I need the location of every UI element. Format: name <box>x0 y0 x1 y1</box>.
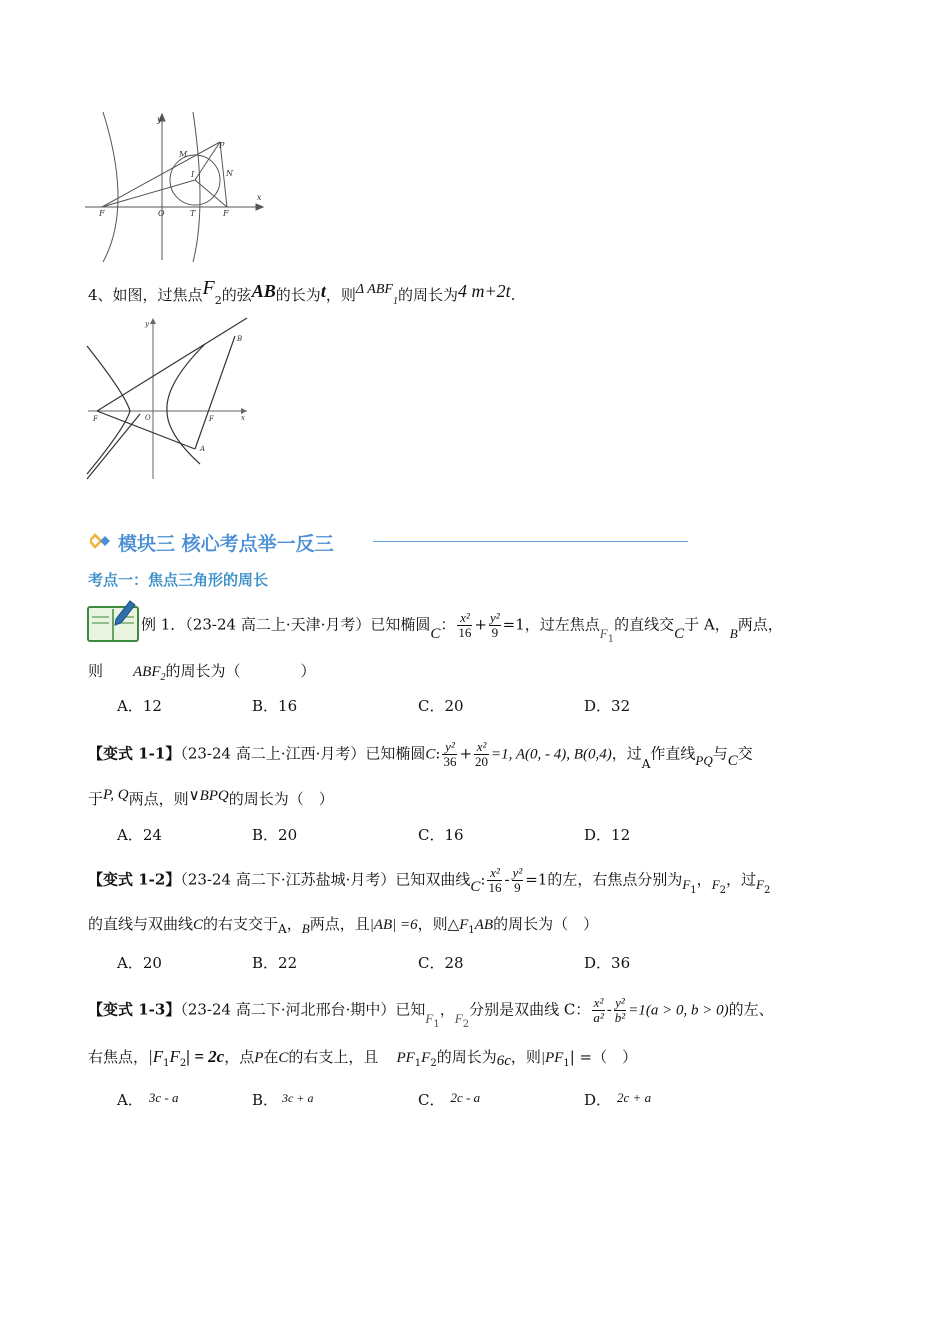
variant13-option-a[interactable] <box>117 1089 178 1110</box>
item4-f2-sub: 2 <box>214 294 222 307</box>
variant12-C: C <box>470 878 481 895</box>
example1-question: 的周长为（ ） <box>165 662 316 680</box>
variant13-option-b-label: B． <box>252 1091 279 1109</box>
variant12-F2b: F <box>756 876 764 892</box>
example1-triangle: ABF <box>133 664 161 680</box>
variant11-A: A <box>641 756 651 771</box>
label-O: O <box>158 209 165 218</box>
item4-ab: AB <box>251 281 276 301</box>
variant13-label: 【变式 1-3】 <box>88 1000 181 1019</box>
example1-mid: 的直线交 <box>614 615 675 634</box>
item4-answer: 4 m+2t <box>457 281 511 301</box>
example1-C2: C <box>674 625 685 642</box>
variant13-F1: F <box>425 1010 434 1026</box>
variant13-C: C <box>278 1050 289 1066</box>
example1-twopoints: 两点， <box>737 615 783 634</box>
item4-triangle-sub: 1 <box>392 296 398 307</box>
example1-frac2 <box>489 611 501 640</box>
variant13-option-b[interactable] <box>252 1089 313 1110</box>
variant11-num2: x² <box>474 740 489 755</box>
fig2-label-B: B <box>237 335 243 343</box>
example1-option-a[interactable]: A．12 <box>117 697 162 715</box>
variant13-rest: 的左、 <box>728 1000 774 1019</box>
variant12-C2: C <box>193 917 204 933</box>
fig2-label-F2: F <box>209 415 214 423</box>
example1-num2: y² <box>489 610 500 625</box>
variant12-option-b[interactable]: B．22 <box>252 954 298 972</box>
example1-den1: 16 <box>458 625 472 640</box>
example1-frac1 <box>457 611 472 640</box>
variant12-den2: 9 <box>514 880 521 895</box>
variant13-option-d-expr: 2c + a <box>617 1090 652 1105</box>
variant12-num1: x² <box>487 866 502 881</box>
variant11-question: 的周长为（ ） <box>228 790 334 808</box>
variant12-twopoints: 两点，且 <box>309 915 370 933</box>
label-F1: F <box>99 209 105 218</box>
example1-option-b[interactable]: B．16 <box>252 697 298 715</box>
variant12-option-d[interactable]: D．36 <box>584 954 631 972</box>
variant13-option-d[interactable] <box>584 1089 651 1110</box>
point-title: 考点一：焦点三角形的周长 <box>88 571 269 589</box>
variant12-eq: =1的左，右焦点分别为 <box>525 870 683 889</box>
variant13-line2: 右焦点，$|F_1F_2| = 2c$，点P在C的右支上，且 $PF_1F_2$的周长为6c，则$|PF_1|$ =（ ） <box>88 1047 638 1069</box>
module-rule <box>373 541 688 542</box>
variant11-yu: 与 <box>712 744 728 763</box>
variant13-option-a-label: A． <box>117 1091 143 1109</box>
variant11-twopoints: 两点，则 <box>128 790 189 808</box>
variant11-option-c[interactable]: C．16 <box>418 826 464 844</box>
example1-num1: x² <box>457 611 472 626</box>
variant13-option-b-expr: 3c + a <box>282 1091 314 1105</box>
example1-option-c[interactable]: C．20 <box>418 697 464 715</box>
variant13-triangle-f: F <box>421 1050 431 1066</box>
label-N: N <box>226 169 233 178</box>
variant12-source: （23-24 高二下·江苏盐城·月考）已知双曲线 <box>180 870 471 889</box>
figure-hyperbola-chord <box>85 314 255 482</box>
variant13-line2a: 右焦点， <box>88 1048 149 1066</box>
module-header <box>88 527 688 555</box>
item4-length: 的长为 <box>275 286 321 304</box>
variant13-minus: - <box>606 1000 612 1019</box>
variant13-option-c-label: C． <box>418 1091 445 1109</box>
variant13-triangle: PF <box>396 1050 415 1066</box>
variant11-frac1 <box>442 740 457 769</box>
variant13-zai: 在 <box>263 1048 279 1066</box>
example1-eq: =1，过左焦点 <box>502 615 600 634</box>
example1-colon: ： <box>440 615 456 634</box>
variant12-guo: ，过 <box>726 870 757 889</box>
item4-f2: F <box>202 277 215 299</box>
example1-plus: + <box>474 615 487 634</box>
variant13-f1f2b: F <box>169 1047 180 1066</box>
example1-B: B <box>729 625 738 641</box>
variant13-f1f2: |F <box>148 1047 164 1066</box>
variant11-den1: 36 <box>443 754 457 769</box>
variant12-minus: - <box>504 870 510 889</box>
variant12-line1: 【变式 1-2】（23-24 高二下·江苏盐城·月考）已知双曲线C: $\frac{\text{x²}}{16}$ - $\frac{\text{y²}}{9}$ =1的左，右焦点分别为$F_1$，$F_2$，过$F_2$ <box>88 865 771 896</box>
variant11-pq2: P, Q <box>103 787 129 803</box>
variant12-A: A <box>278 922 287 936</box>
variant11-label: 【变式 1-1】 <box>88 744 181 763</box>
item4-t: t <box>320 281 326 301</box>
variant13-line2d: 的周长为 <box>436 1048 497 1066</box>
variant12-den1: 16 <box>488 880 502 895</box>
item4-text <box>88 277 516 312</box>
book-icon <box>86 599 140 643</box>
item4-perimeter: 的周长为 <box>397 286 458 304</box>
variant12-frac1 <box>487 866 502 895</box>
variant13-line2e: ，则 <box>510 1048 541 1066</box>
variant13-line1: 【变式 1-3】（23-24 高二下·河北邢台·期中）已知$F_1$，$F_2$分别是双曲线 C： $\frac{\text{x²}}{\text{a²}}$ - $\frac{\text{y²}}{\text{b²}}$ =1(a > 0, b > 0)的左、 <box>88 995 774 1030</box>
variant13-P: P <box>254 1050 264 1066</box>
variant12-F1: F <box>682 876 691 892</box>
variant11-jiao: 交 <box>737 744 753 763</box>
fig2-label-A: A <box>200 445 206 453</box>
variant13-den1: a² <box>593 1010 604 1025</box>
variant11-PQ: PQ <box>695 752 713 768</box>
label-P: P <box>219 141 225 150</box>
variant12-option-a[interactable]: A．20 <box>117 954 162 972</box>
variant13-frac2 <box>614 996 626 1025</box>
example1-then: 则 <box>88 662 104 680</box>
variant13-question: | =（ ） <box>569 1048 638 1066</box>
label-F2: F <box>223 209 229 218</box>
item4-end: . <box>510 286 516 304</box>
variant11-option-a[interactable]: A．24 <box>117 826 162 844</box>
fig2-label-y: y <box>145 320 149 328</box>
item4-number: 4、如图，过焦点 <box>88 286 203 304</box>
variant12-F2: F <box>711 876 720 892</box>
variant13-F2: F <box>454 1010 463 1026</box>
variant12-question: 的周长为（ ） <box>493 915 599 933</box>
variant11-line2 <box>88 789 334 810</box>
variant11-source: （23-24 高二上·江西·月考）已知椭圆 <box>180 744 426 763</box>
variant13-eq: =1(a > 0, b > 0) <box>628 1002 729 1019</box>
variant12-label: 【变式 1-2】 <box>88 870 181 889</box>
variant13-sixc: 6c <box>496 1053 511 1069</box>
example1-triangle-sub: 2 <box>160 672 166 683</box>
variant12-line2a: 的直线与双曲线 <box>88 915 194 933</box>
example1-option-d[interactable]: D．32 <box>584 697 631 715</box>
variant12-line2: 的直线与双曲线C的右支交于$_A$，B两点，且|AB| =6，则$\triangle F_1AB$的周长为（ ） <box>88 915 599 936</box>
variant11-eq: =1, A(0, - 4), B(0,4) <box>491 746 612 763</box>
variant11-yu2: 于 <box>88 790 104 808</box>
variant11-guo: ，过 <box>611 744 642 763</box>
variant11-triangle: ∨BPQ <box>188 788 229 804</box>
variant12-B: B <box>301 921 310 936</box>
example1-C: C <box>430 625 441 642</box>
label-T: T <box>190 209 196 218</box>
item4-chord: 的弦 <box>221 286 252 304</box>
variant12-then: ，则 <box>417 915 448 933</box>
example1-prefix: 例 1．（23-24 高二上·天津·月考）已知椭圆 <box>141 615 431 634</box>
variant12-frac2 <box>512 866 524 895</box>
variant11-den2: 20 <box>475 754 489 769</box>
label-I: I <box>191 170 195 179</box>
variant13-f1f2c: | = 2c <box>186 1047 225 1066</box>
label-x: x <box>257 193 262 202</box>
variant13-option-a-expr: 3c - a <box>148 1090 179 1105</box>
variant13-num2: y² <box>615 995 625 1010</box>
variant13-mid: 分别是双曲线 C： <box>469 1000 591 1019</box>
variant12-option-c[interactable]: C．28 <box>418 954 464 972</box>
label-M: M <box>179 150 188 159</box>
example1-line2 <box>88 661 316 688</box>
fig2-label-x: x <box>241 414 245 422</box>
variant13-frac1 <box>592 996 604 1025</box>
variant12-triangle: △F <box>447 917 469 933</box>
variant12-num2: y² <box>512 865 523 880</box>
example1-yuA: 于 A， <box>684 615 730 634</box>
label-y: y <box>157 115 162 124</box>
figure-hyperbola-incircle <box>85 110 275 265</box>
variant13-option-d-label: D． <box>584 1091 612 1109</box>
variant11-C: C <box>425 746 436 763</box>
item4-then: ，则 <box>325 286 356 304</box>
fig2-label-F1: F <box>93 415 98 423</box>
variant11-line1: 【变式 1-1】（23-24 高二上·江西·月考）已知椭圆C: $\frac{\text{y²}}{36}$ + $\frac{\text{x²}}{20}$ =1, A(0, - 4), B(0,4)，过$_A$作直线PQ与C交 <box>88 739 753 771</box>
variant13-source: （23-24 高二下·河北邢台·期中）已知 <box>180 1000 426 1019</box>
variant13-den2: b² <box>614 1010 626 1025</box>
variant11-option-d[interactable]: D．12 <box>584 826 631 844</box>
variant11-zuo: 作直线 <box>650 744 696 763</box>
variant13-num1: x² <box>593 995 604 1010</box>
example1-den2: 9 <box>491 625 499 640</box>
variant13-line2b: ，点 <box>224 1048 255 1066</box>
variant12-line2b: 的右支交于 <box>203 915 279 933</box>
variant11-C2: C <box>727 752 738 769</box>
variant11-frac2 <box>474 740 489 769</box>
example1-line1: 例 1．（23-24 高二上·天津·月考）已知椭圆C： $\frac{\text{x²}}{16}$ + $\frac{\text{y²}}{9}$ =1，过左焦点$F_1$的直线交C于 A，B两点， <box>141 610 783 645</box>
diamond-icon <box>90 533 114 549</box>
item4-triangle: Δ ABF <box>355 282 393 297</box>
example1-F1: F <box>599 625 608 641</box>
module-title: 模块三 核心考点举一反三 <box>118 533 334 555</box>
variant12-ab: |AB| =6 <box>369 917 418 933</box>
variant12-triangle-ab: AB <box>474 917 494 933</box>
variant11-num1: y² <box>442 740 457 755</box>
variant13-pf1: |PF <box>540 1050 564 1066</box>
variant13-option-c[interactable] <box>418 1089 480 1110</box>
fig2-label-O: O <box>145 414 151 422</box>
variant13-line2c: 的右支上，且 <box>288 1048 379 1066</box>
variant13-option-c-expr: 2c - a <box>450 1090 481 1105</box>
variant11-option-b[interactable]: B．20 <box>252 826 298 844</box>
